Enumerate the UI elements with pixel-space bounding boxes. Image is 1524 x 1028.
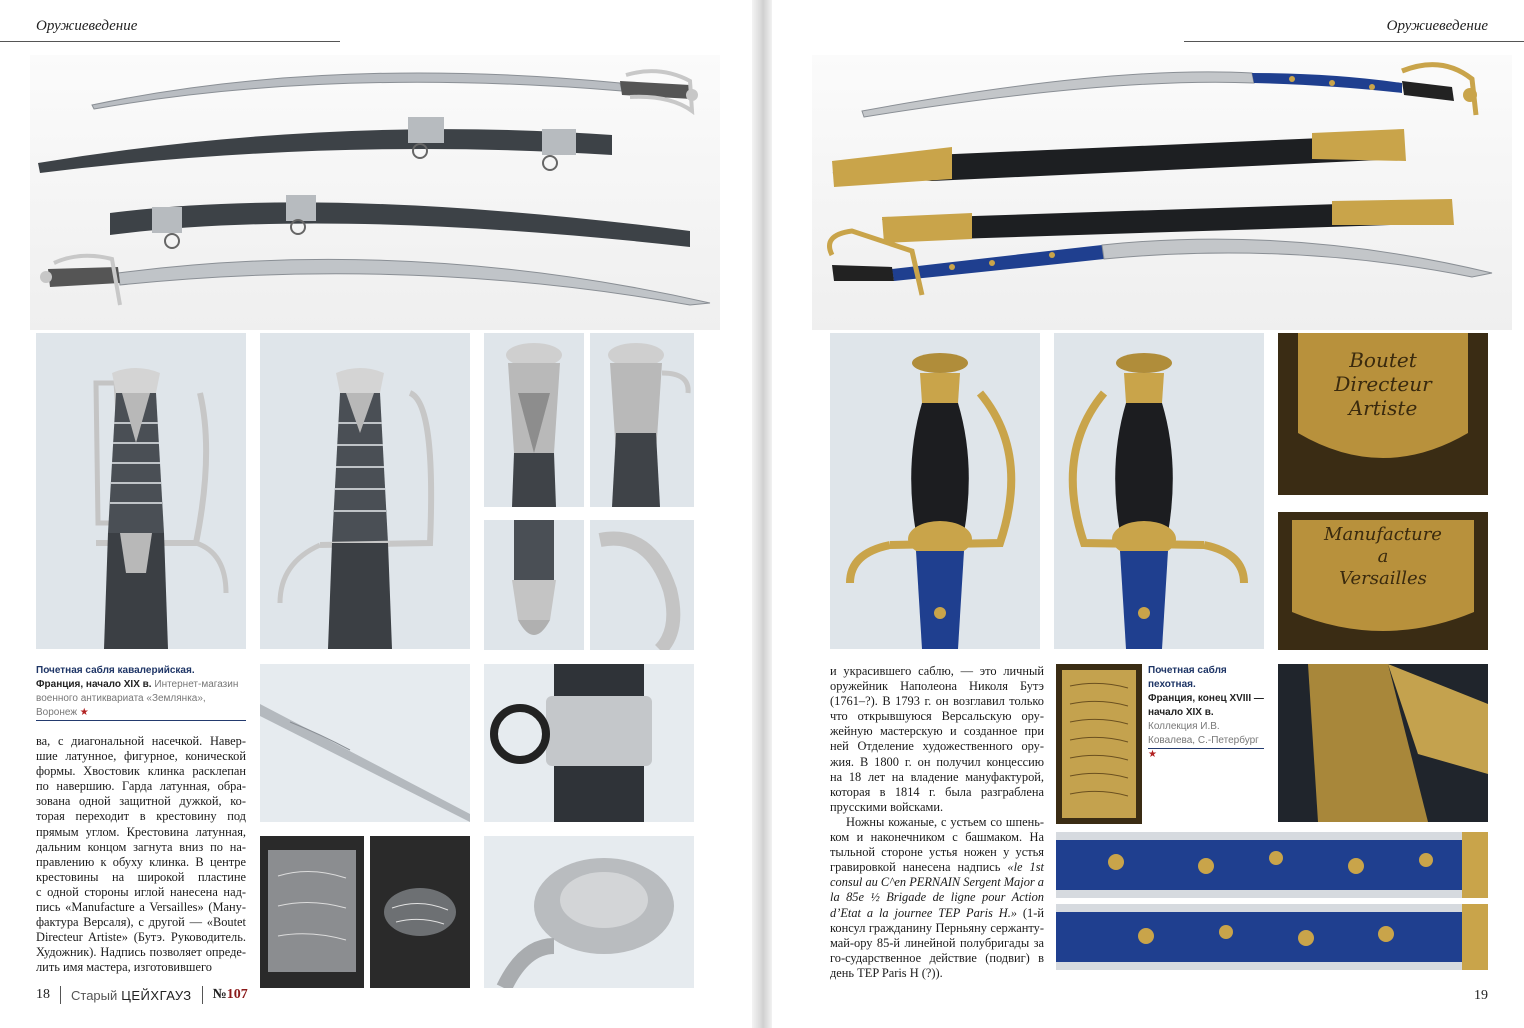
photo-pommel-detail-2 — [590, 333, 694, 507]
body-line: правлению к обуху клинка. В центре — [36, 854, 246, 869]
photo-blade-decoration-2 — [1056, 904, 1488, 970]
body-line: (1761–?). В 1793 г. он возглавил только — [830, 694, 1044, 709]
footer-left — [36, 986, 248, 1004]
footer-divider — [202, 986, 203, 1004]
header-rule-right — [1184, 41, 1524, 42]
left-page — [0, 0, 752, 1028]
photo-hilt-front — [36, 333, 246, 649]
body-line: торая переходит в крестовину под — [36, 809, 246, 824]
body-line: на 18 лет на владение мануфактурой, — [830, 769, 1044, 784]
photo-blade-engraving — [260, 664, 470, 822]
spine-gutter — [752, 0, 772, 1028]
inscription-line: a — [1377, 546, 1389, 567]
photo-crossguard-detail — [484, 520, 584, 650]
body-line: пись «Manufacture a Versailles» (Ману- — [36, 900, 246, 915]
photo-brass-hilt-front — [830, 333, 1040, 649]
body-line: лить имя мастера, изготовившего — [36, 960, 212, 975]
star-icon: ★ — [79, 707, 89, 718]
photo-pommel-cap — [484, 836, 694, 988]
para-quote: «le 1st consul au C^en PERNAIN Sergent Major a la 85e ½ Brigade de ligne pour Action d’Etat a la journee TEP Paris H.» — [830, 860, 1045, 920]
photo-brass-hilt-back — [1054, 333, 1264, 649]
photo-scabbard-throat — [484, 664, 694, 822]
caption-rule-right — [1148, 748, 1264, 749]
caption-title: Почетная сабля кавалерийская. — [36, 665, 195, 676]
body-paragraph — [830, 815, 1044, 981]
hero-photo-infantry-sabre — [812, 55, 1512, 330]
caption-rule-left — [36, 720, 246, 721]
photo-throat-engraving — [1056, 664, 1142, 824]
body-line: Художник). Надпись позволяет опреде- — [36, 945, 246, 960]
body-line: шие латунное, фигурное, конической — [36, 749, 246, 764]
photo-inscription-detail-2 — [370, 836, 470, 988]
body-line: прусскими войсками. — [830, 799, 944, 814]
body-line: прямым углом. Крестовина латунная, — [36, 824, 246, 839]
boutet-inscription-text — [1278, 348, 1488, 420]
body-line: фактура Версаля), с другой — «Boutet — [36, 915, 246, 930]
para-tail: (1-й консул гражданину Перньяну сержанту-май-ору 85-й линейной полубригады за го-сударственное действие (подвиг) в день TEP Paris H (?)). — [830, 905, 1044, 980]
caption-title: Почетная сабля пехотная. — [1148, 665, 1227, 690]
body-line: и украсившего саблю, — это личный — [830, 664, 1044, 678]
body-line: жейную мастерскую и созданное при — [830, 724, 1044, 739]
photo-blade-decoration-1 — [1056, 832, 1488, 898]
body-text-left — [36, 734, 246, 976]
body-line: зована одной защитной дужкой, ко- — [36, 794, 246, 809]
footer-divider — [60, 986, 61, 1004]
inscription-line: Manufacture — [1324, 524, 1442, 545]
inscription-line: Boutet — [1349, 348, 1417, 372]
body-line: Directeur Artiste» (Бутэ. Руководитель. — [36, 930, 246, 945]
inscription-line: Versailles — [1339, 568, 1427, 589]
photo-pommel-detail-1 — [484, 333, 584, 507]
caption-source: Коллекция И.В. Ковалева, С.-Петербург — [1148, 721, 1259, 746]
body-line: с одной стороны иглой нанесена над- — [36, 884, 246, 899]
inscription-line: Directeur — [1334, 372, 1432, 396]
photo-quillon-detail — [590, 520, 694, 650]
body-line: жия. В 1800 г. он получил концессию — [830, 754, 1044, 769]
para-lead: Ножны кожаные, с устьем со шпень-ком и наконечником с башмаком. На тыльной стороне устья ножен у устья гравировкой нанесена надпись — [830, 814, 1044, 875]
section-header-right: Оружиеведение — [1386, 18, 1488, 34]
body-line: ней Отделение художественного ору- — [830, 739, 1044, 754]
body-line: крестовины на широкой пластине — [36, 869, 246, 884]
body-line: формы. Хвостовик клинка расклепан — [36, 764, 246, 779]
photo-inscription-detail-1 — [260, 836, 364, 988]
caption-source: Интернет-магазин военного антиквариата «Землянка», Воронеж — [36, 679, 239, 718]
magazine-name-bold: ЦЕЙХГАУЗ — [121, 987, 192, 1003]
body-text-right-para1 — [830, 664, 1044, 981]
hero-photo-cavalry-sabres — [30, 55, 720, 330]
issue-prefix: № — [212, 987, 227, 1002]
page-number-right: 19 — [1474, 988, 1488, 1003]
header-rule-left — [0, 41, 340, 42]
body-line: оружейник Наполеона Николя Бутэ — [830, 679, 1044, 694]
body-line: дальним концом загнута вниз по на- — [36, 839, 246, 854]
manufacture-inscription-text — [1278, 524, 1488, 590]
magazine-name-light: Старый — [71, 987, 118, 1003]
body-line: ва, с диагональной насечкой. Навер- — [36, 734, 246, 748]
caption-origin: Франция, конец XVIII — начало XIX в. — [1148, 693, 1264, 718]
body-line: по навершию. Гарда латунная, обра- — [36, 779, 246, 794]
caption-cavalry-sabre — [36, 664, 248, 720]
caption-origin: Франция, начало XIX в. — [36, 679, 152, 690]
section-header-left: Оружиеведение — [36, 18, 138, 34]
body-line: которая в 1814 г. была разграблена — [830, 784, 1044, 799]
right-page — [772, 0, 1524, 1028]
issue-number: 107 — [226, 987, 248, 1002]
inscription-line: Artiste — [1348, 396, 1418, 420]
page-number-left: 18 — [36, 987, 50, 1002]
photo-brass-fitting-detail — [1278, 664, 1488, 822]
star-icon: ★ — [1148, 749, 1157, 760]
photo-hilt-back — [260, 333, 470, 649]
body-line: что открывшуюся Версальскую ору- — [830, 709, 1044, 724]
